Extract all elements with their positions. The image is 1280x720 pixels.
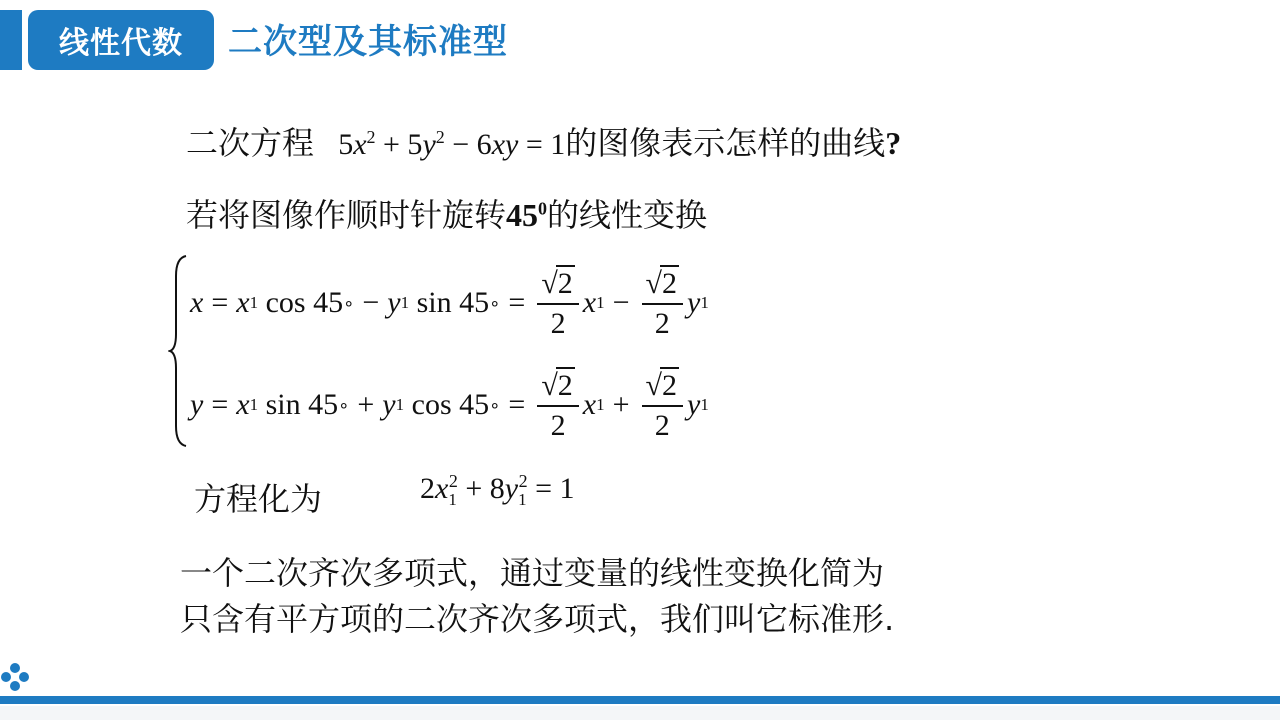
question-mark: ? (885, 125, 902, 161)
footer-strip (0, 706, 1280, 720)
course-tab: 线性代数 (28, 10, 214, 70)
conclusion-line-1: 一个二次齐次多项式，通过变量的线性变换化简为 (180, 554, 885, 592)
reduced-label: 方程化为 (194, 480, 323, 518)
footer-bar (0, 696, 1280, 704)
header-accent-stripe (0, 10, 22, 70)
question-prefix: 二次方程 (186, 124, 315, 162)
rotation-line (186, 190, 707, 236)
transform-equation-x: x = x 1 cos 45 ∘ − y 1 sin 45 ∘ = √ 2 2 x 1 − √ 2 2 y 1 (190, 267, 709, 340)
system-brace (168, 254, 190, 448)
rotation-text: 若将图像作顺时针旋转 (186, 196, 507, 234)
slide-title: 二次型及其标准型 (228, 22, 508, 62)
rotation-angle: 45 (506, 197, 539, 233)
transform-equation-y: y = x 1 sin 45 ∘ + y 1 cos 45 ∘ = √ 2 2 x 1 + √ 2 2 y 1 (190, 369, 709, 442)
conclusion-line-2: 只含有平方项的二次齐次多项式，我们叫它标准形. (180, 600, 895, 638)
rotation-text-after: 的线性变换 (547, 196, 708, 234)
reduced-equation: $2x_1^2 + 8y_1^2 = 1$ (420, 471, 575, 509)
question-line (186, 118, 901, 164)
degree-mark: 0 (538, 198, 548, 219)
flower-decoration-icon (0, 662, 30, 692)
question-suffix: 的图像表示怎样的曲线 (565, 124, 886, 162)
quadratic-equation: $5x^2 + 5y^2 - 6xy = 1$ (338, 127, 566, 161)
